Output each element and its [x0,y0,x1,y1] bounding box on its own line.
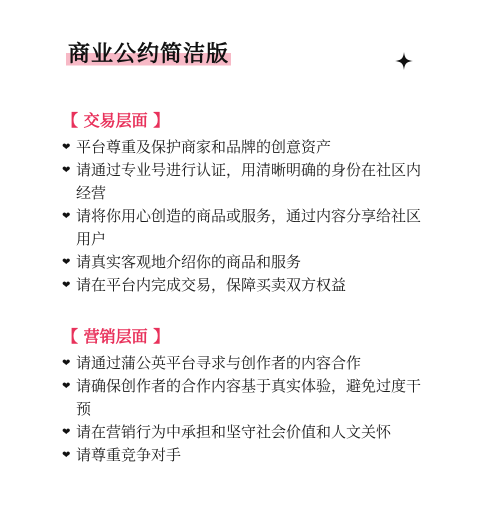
heart-icon: ❤ [62,450,71,461]
section-trade [62,110,422,297]
list-item [62,274,422,297]
title-container [66,42,231,68]
section-header-trade [62,110,422,132]
list-item [62,251,422,274]
list-item [62,421,422,444]
list-item [62,352,422,375]
bracket-open: 【 [62,327,79,346]
list-item [62,375,422,421]
list-item [62,136,422,159]
heart-icon: ❤ [62,358,71,369]
list-item-text: 请通过蒲公英平台寻求与创作者的内容合作 [76,354,362,372]
page-title: 商业公约简洁版 [68,42,230,67]
list-item-text: 请通过专业号进行认证，用清晰明确的身份在社区内经营 [76,161,422,202]
list-item-text: 请确保创作者的合作内容基于真实体验，避免过度干预 [76,377,422,418]
list-item-text: 请将你用心创造的商品或服务，通过内容分享给社区用户 [76,207,422,248]
heart-icon: ❤ [62,165,71,176]
section-title-marketing: 营销层面 [83,327,148,346]
list-item-text: 请真实客观地介绍你的商品和服务 [76,253,302,271]
sparkle-icon [395,52,413,70]
heart-icon: ❤ [62,381,71,392]
list-item-text: 请在平台内完成交易，保障买卖双方权益 [76,276,347,294]
list-item-text: 请在营销行为中承担和坚守社会价值和人文关怀 [76,423,392,441]
bracket-close: 】 [153,111,170,130]
list-item-text: 平台尊重及保护商家和品牌的创意资产 [76,138,332,156]
section-header-marketing [62,326,422,348]
heart-icon: ❤ [62,142,71,153]
section-marketing [62,326,422,467]
heart-icon: ❤ [62,427,71,438]
section-title-trade: 交易层面 [83,111,148,130]
list-item [62,159,422,205]
heart-icon: ❤ [62,257,71,268]
heart-icon: ❤ [62,280,71,291]
bracket-close: 】 [153,327,170,346]
list-item-text: 请尊重竞争对手 [76,446,182,464]
list-item [62,444,422,467]
list-item [62,205,422,251]
bracket-open: 【 [62,111,79,130]
heart-icon: ❤ [62,211,71,222]
